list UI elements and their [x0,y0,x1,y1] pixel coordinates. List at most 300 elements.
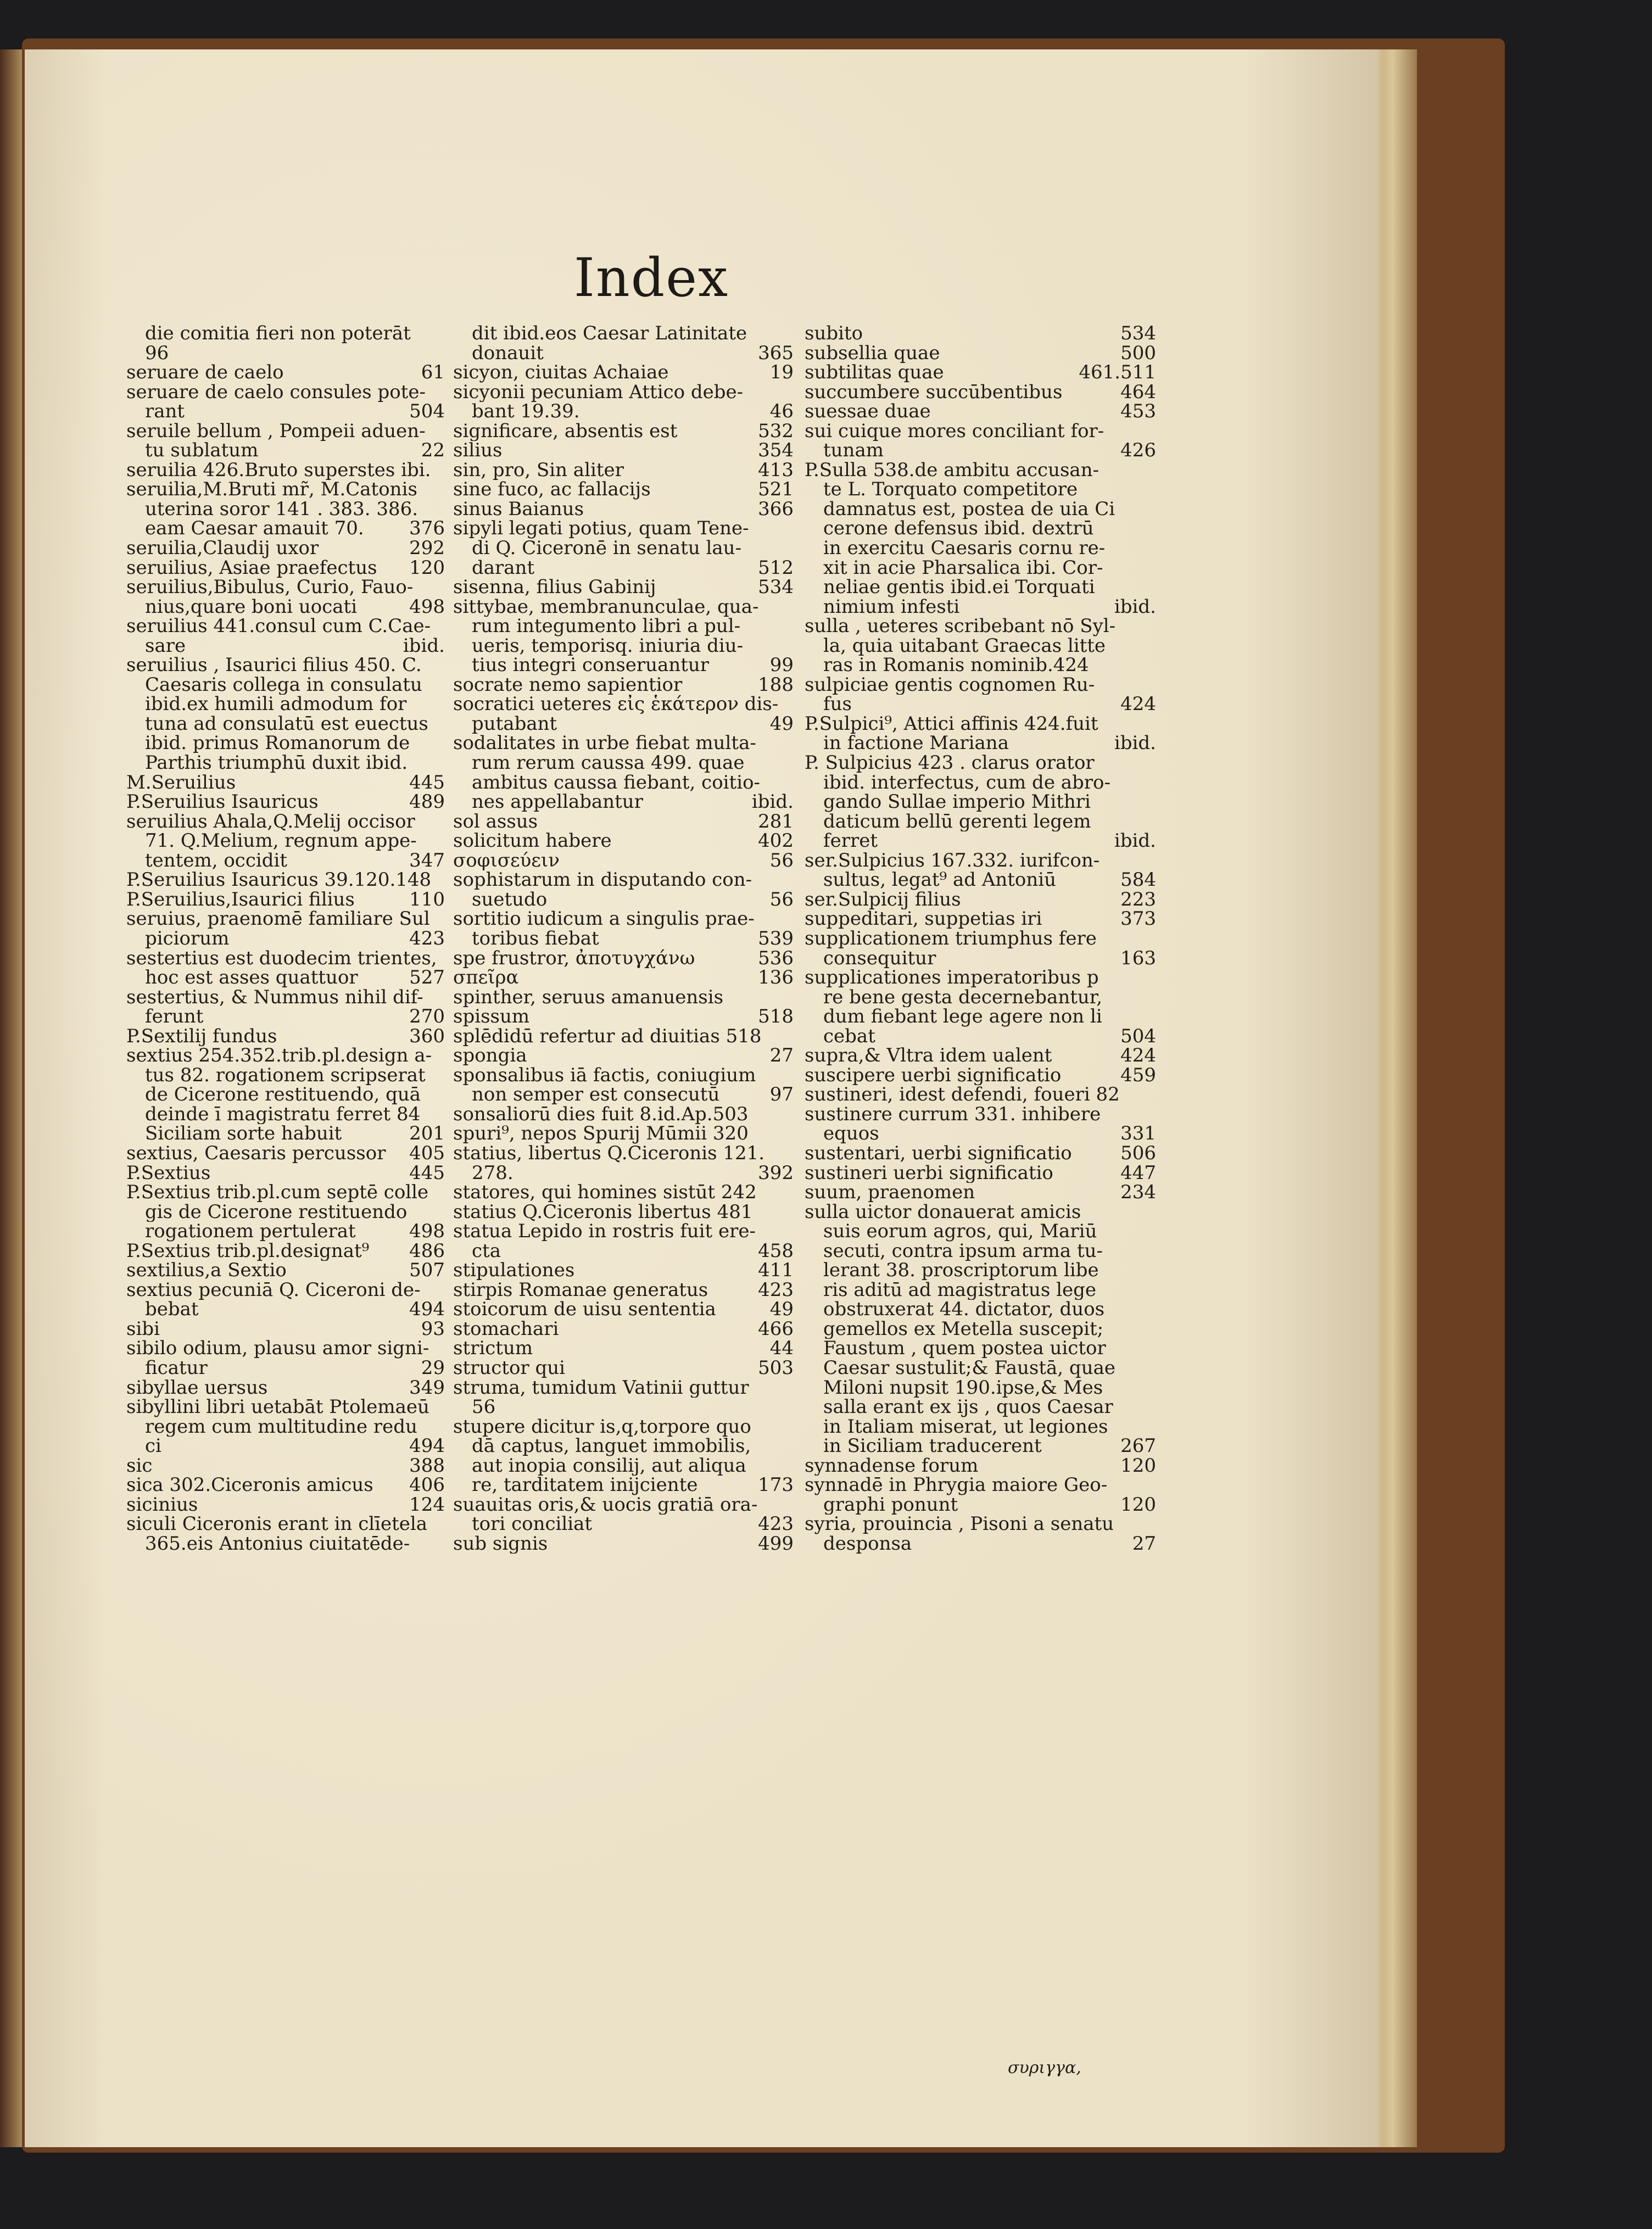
catchword: συριγγα, [1008,2058,1081,2077]
entry-text: lerant 38. proscriptorum libe [823,1261,1099,1281]
entry-text: supplicationes imperatoribus p [805,968,1099,988]
entry-page-number: 22 [421,441,445,461]
index-entry-line [126,1046,445,1066]
entry-text: sestertius, & Nummus nihil dif- [126,987,423,1008]
index-entry-line [453,909,794,929]
entry-page-number: 136 [758,968,794,988]
index-entry-line [126,578,445,597]
entry-text: 71. Q.Melium, regnum appe- [145,831,417,851]
entry-text: sisenna, filius Gabinij [453,578,656,597]
index-entry-line [805,968,1156,988]
index-entry-line [126,1515,445,1534]
index-entry-line [805,949,1156,969]
entry-page-number: 292 [409,539,445,558]
entry-text: sub signis [453,1534,548,1554]
index-entry-line [805,1476,1156,1495]
index-entry-line [126,870,445,890]
index-entry-line [126,1027,445,1047]
entry-page-number: 270 [409,1007,445,1027]
index-entry-line [126,1066,445,1086]
index-entry-line [126,1300,445,1320]
index-entry-line [126,1281,445,1300]
entry-text: sibyllini libri uetabāt Ptolemaeū [126,1398,429,1417]
index-entry-line [805,988,1156,1008]
entry-text: eam Caesar amauit 70. [145,519,364,539]
entry-text: sulla , ueteres scribebant nō Syl- [805,617,1116,636]
index-entry-line [126,929,445,949]
index-entry-line [805,422,1156,442]
entry-text: ci [145,1437,161,1456]
entry-text: deinde ī magistratu ferret 84 [145,1104,421,1125]
entry-text: bebat [145,1300,199,1320]
index-entry-line [805,597,1156,617]
entry-page-number: 201 [409,1124,445,1144]
index-entry-line [453,383,794,403]
entry-text: significare, absentis est [453,421,678,442]
entry-text: suum, praenomen [805,1183,975,1203]
entry-text: suppeditari, suppetias iri [805,909,1042,929]
index-entry-line [453,324,794,344]
entry-text: synnadē in Phrygia maiore Geo- [805,1476,1108,1495]
entry-page-number: 424 [1120,695,1156,714]
entry-page-number: 539 [758,929,794,949]
index-entry-line [126,949,445,969]
entry-text: statores, qui homines sistūt 242 [453,1183,757,1203]
entry-page-number: 461.511 [1079,363,1156,383]
entry-text: P.Sulla 538.de ambitu accusan- [805,460,1100,481]
entry-text: damnatus est, postea de uia Ci [823,499,1115,519]
entry-page-number: 486 [409,1241,445,1261]
index-entry-line [126,558,445,578]
index-entry-line [126,656,445,675]
entry-page-number: 376 [409,519,445,539]
index-entry-line [453,792,794,812]
entry-text: suetudo [472,890,548,910]
index-entry-line [453,734,794,753]
entry-text: ris aditū ad magistratus lege [823,1280,1096,1300]
index-entry-line [126,773,445,793]
entry-page-number: 223 [1120,890,1156,910]
entry-text: gis de Cicerone restituendo [145,1202,408,1222]
entry-text: equos [823,1124,879,1144]
index-entry-line [453,988,794,1008]
entry-page-number: 120 [1120,1456,1156,1476]
index-entry-line [805,617,1156,636]
entry-text: sodalitates in urbe fiebat multa- [453,734,756,754]
index-entry-line [453,1183,794,1203]
entry-text: sica 302.Ciceronis amicus [126,1476,373,1495]
entry-text: cerone defensus ibid. dextrū [823,519,1094,539]
entry-page-number: 464 [1120,382,1156,403]
index-entry-line [126,1339,445,1359]
index-entry-line [805,461,1156,481]
index-entry-line [453,636,794,656]
entry-text: stirpis Romanae generatus [453,1280,708,1300]
entry-text: dit ibid.eos Caesar Latinitate [472,324,747,344]
index-entry-line [453,578,794,597]
entry-page-number: 27 [769,1046,794,1066]
entry-page-number: 494 [409,1437,445,1456]
entry-text: P.Seruilius,Isaurici filius [126,890,355,910]
entry-page-number: 365 [758,343,794,364]
entry-text: darant [472,558,535,578]
entry-text: struma, tumidum Vatinii guttur [453,1378,749,1398]
entry-text: stoicorum de uisu sententia [453,1300,716,1320]
entry-text: seruilia 426.Bruto superstes ibi. [126,460,431,481]
entry-page-number: 347 [409,851,445,871]
index-entry-line [126,422,445,442]
index-entry-line [126,1476,445,1495]
index-entry-line [805,1144,1156,1164]
entry-text: sine fuco, ac fallacijs [453,480,651,500]
entry-page-number: 366 [758,499,794,519]
index-entry-line [453,539,794,558]
index-entry-line [126,734,445,753]
index-entry-line [453,1300,794,1320]
index-entry-line [126,1105,445,1125]
entry-text: ibid. interfectus, cum de abro- [823,773,1110,793]
index-entry-line [126,792,445,812]
entry-text: tentem, occidit [145,851,288,871]
index-entry-line [126,1144,445,1164]
entry-page-number: 466 [758,1319,794,1339]
index-entry-line [453,1456,794,1476]
entry-text: dā captus, languet immobilis, [472,1437,751,1456]
index-entry-line [126,461,445,481]
entry-text: daticum bellū gerenti legem [823,812,1091,832]
entry-text: sol assus [453,812,538,832]
entry-text: tus 82. rogationem scripserat [145,1065,426,1086]
index-entry-line [453,500,794,519]
index-entry-line [805,1456,1156,1476]
entry-page-number: 494 [409,1300,445,1320]
entry-page-number: 504 [1120,1026,1156,1047]
entry-text: gando Sullae imperio Mithri [823,792,1091,812]
entry-page-number: 402 [758,831,794,851]
entry-text: sestertius est duodecim trientes, [126,948,437,969]
index-entry-line [126,1242,445,1261]
entry-text: seruilia,Claudij uxor [126,539,319,558]
entry-text: 365.eis Antonius ciuitatēde- [145,1534,410,1554]
index-entry-line [805,773,1156,793]
entry-text: re bene gesta decernebantur, [823,987,1103,1008]
entry-text: sibyllae uersus [126,1378,268,1398]
index-entry-line [805,734,1156,753]
entry-page-number: 584 [1120,870,1156,890]
index-entry-line [805,1105,1156,1125]
entry-text: σπεῖρα [453,968,519,988]
entry-page-number: 61 [421,363,445,383]
entry-text: supra,& Vltra idem ualent [805,1046,1052,1066]
index-entry-line [453,480,794,500]
index-entry-line [453,461,794,481]
entry-text: rum rerum caussa 499. quae [472,753,745,773]
entry-text: seruilius , Isaurici filius 450. C. [126,656,422,675]
index-entry-line [805,909,1156,929]
entry-text: spissum [453,1007,530,1027]
entry-text: di Q. Ciceronē in senatu lau- [472,539,742,558]
entry-page-number: 405 [409,1143,445,1164]
entry-text: 278. [472,1163,514,1183]
index-entry-line [805,1339,1156,1359]
index-entry-line [126,519,445,539]
entry-text: stupere dicitur is,q,torpore quo [453,1417,751,1437]
index-entry-line [453,1359,794,1378]
entry-page-number: 19 [769,363,794,383]
index-entry-line [453,441,794,461]
entry-page-number: 445 [409,773,445,793]
entry-text: Miloni nupsit 190.ipse,& Mes [823,1378,1103,1398]
index-entry-line [453,1007,794,1027]
entry-page-number: 521 [758,480,794,500]
entry-text: rum integumento libri a pul- [472,617,741,636]
entry-text: piciorum [145,929,230,949]
entry-page-number: 99 [769,656,794,675]
entry-text: seruare de caelo [126,363,284,383]
index-entry-line [126,1495,445,1515]
entry-page-number: 49 [769,714,794,734]
entry-page-number: 503 [758,1358,794,1378]
index-entry-line [805,1261,1156,1281]
entry-text: sin, pro, Sin aliter [453,460,624,481]
entry-page-number: 458 [758,1241,794,1261]
entry-text: subito [805,324,863,344]
entry-page-number: 120 [409,558,445,578]
entry-text: sare [145,636,186,656]
entry-text: silius [453,441,503,461]
index-entry-line [126,1398,445,1417]
index-entry-line [126,1164,445,1183]
entry-text: ibid. primus Romanorum de [145,734,410,754]
entry-text: splēdidū refertur ad diuitias 518 [453,1026,762,1047]
index-entry-line [126,1085,445,1105]
index-entry-line [126,695,445,714]
entry-text: σοφισεύειν [453,851,560,871]
entry-page-number: 507 [409,1261,445,1281]
entry-text: structor qui [453,1358,566,1378]
index-entry-line [453,1339,794,1359]
entry-text: ibid.ex humili admodum for [145,695,407,714]
entry-text: supplicationem triumphus fere [805,929,1097,949]
entry-text: statius, libertus Q.Ciceronis 121. [453,1143,765,1164]
entry-page-number: 373 [1120,909,1156,929]
index-entry-line [453,597,794,617]
index-entry-line [453,870,794,890]
index-entry-line [126,1417,445,1437]
entry-page-number: 281 [758,812,794,832]
index-entry-line [453,949,794,969]
entry-text: seruilius Ahala,Q.Melij occisor [126,812,415,832]
index-entry-line [126,1359,445,1378]
index-entry-line [805,578,1156,597]
index-entry-line [126,909,445,929]
entry-text: in exercitu Caesaris cornu re- [823,539,1106,558]
entry-text: obstruxerat 44. dictator, duos [823,1300,1105,1320]
entry-page-number: 349 [409,1378,445,1398]
index-entry-line [805,519,1156,539]
entry-text: die comitia fieri non poterāt [145,324,411,344]
index-entry-line [126,675,445,695]
index-entry-line [805,890,1156,910]
index-entry-line [453,1105,794,1125]
entry-text: P. Sulpicius 423 . clarus orator [805,753,1095,773]
entry-page-number: 413 [758,460,794,481]
entry-page-number: 110 [409,890,445,910]
entry-text: synnadense forum [805,1456,979,1476]
index-entry-line [453,1261,794,1281]
entry-text: sustineri, idest defendi, foueri 82 [805,1085,1120,1105]
entry-page-number: 424 [1120,1046,1156,1066]
entry-text: spe frustror, ἀποτυγχάνω [453,948,695,969]
entry-text: seruilia,M.Bruti mr̃, M.Catonis [126,480,417,500]
entry-text: Caesaris collega in consulatu [145,675,422,695]
index-entry-line [453,675,794,695]
index-entry-line [805,870,1156,890]
entry-page-number: 499 [758,1534,794,1554]
index-page [25,49,1378,2147]
index-entry-line [805,656,1156,675]
entry-text: seruare de caelo consules pote- [126,382,426,403]
index-entry-line [126,988,445,1008]
entry-text: fus [823,695,852,714]
index-entry-line [126,636,445,656]
entry-page-number: 46 [769,402,794,422]
index-entry-line [453,344,794,364]
index-entry-line [805,441,1156,461]
entry-text: ueris, temporisq. iniuria diu- [472,636,744,656]
index-entry-line [805,675,1156,695]
index-entry-line [126,1320,445,1339]
entry-page-number: 267 [1120,1437,1156,1456]
entry-page-number: 506 [1120,1143,1156,1164]
index-entry-line [453,851,794,871]
entry-text: xit in acie Pharsalica ibi. Cor- [823,558,1103,578]
index-entry-line [453,1242,794,1261]
index-entry-line [805,929,1156,949]
entry-text: dum fiebant lege agere non li [823,1007,1102,1027]
entry-text: rant [145,402,185,422]
index-entry-line [126,1222,445,1242]
entry-page-number: 527 [409,968,445,988]
entry-text: neliae gentis ibid.ei Torquati [823,578,1095,597]
entry-page-number: 124 [409,1495,445,1515]
index-entry-line [805,695,1156,714]
index-entry-line [453,695,794,714]
entry-page-number: 49 [769,1300,794,1320]
index-entry-line [805,792,1156,812]
index-entry-line [805,1320,1156,1339]
index-entry-line [805,1222,1156,1242]
entry-page-number: 392 [758,1163,794,1183]
index-entry-line [805,324,1156,344]
index-entry-line [805,1124,1156,1144]
entry-text: salla erant ex ijs , quos Caesar [823,1398,1113,1417]
index-entry-line [805,1359,1156,1378]
index-entry-line [805,500,1156,519]
entry-text: in factione Mariana [823,734,1009,754]
index-entry-line [453,519,794,539]
index-entry-line [453,1203,794,1222]
entry-page-number: 388 [409,1456,445,1476]
index-entry-line [805,402,1156,422]
entry-text: sultus, legat⁹ ad Antoniū [823,870,1057,890]
entry-page-number: 331 [1120,1124,1156,1144]
index-entry-line [126,597,445,617]
entry-text: sulla uictor donauerat amicis [805,1202,1081,1222]
index-entry-line [805,1515,1156,1534]
entry-text: seruilius 441.consul cum C.Cae- [126,617,431,636]
index-entry-line [805,539,1156,558]
index-entry-line [126,831,445,851]
entry-text: strictum [453,1339,533,1359]
entry-text: sibilo odium, plausu amor signi- [126,1339,429,1359]
entry-text: succumbere succūbentibus [805,382,1063,403]
index-entry-line [126,1261,445,1281]
entry-text: uterina soror 141 . 383. 386. [145,499,418,519]
entry-text: sextilius,a Sextio [126,1261,287,1281]
entry-text: toribus fiebat [472,929,599,949]
index-entry-line [126,617,445,636]
entry-text: sicyonii pecuniam Attico debe- [453,382,744,403]
entry-text: sicyon, ciuitas Achaiae [453,363,669,383]
entry-page-number: 534 [1120,324,1156,344]
entry-page-number: 44 [769,1339,794,1359]
index-entry-line [126,363,445,383]
entry-text: de Cicerone restituendo, quā [145,1085,421,1105]
index-entry-line [805,851,1156,871]
index-entry-line [805,812,1156,832]
index-entry-line [126,812,445,832]
index-entry-line [805,714,1156,734]
entry-text: seruile bellum , Pompeii aduen- [126,421,426,442]
entry-text: nius,quare boni uocati [145,597,358,617]
index-entry-line [126,324,445,344]
entry-text: tori conciliat [472,1515,593,1534]
entry-text: re, tarditatem inijciente [472,1476,698,1495]
index-entry-line [805,1242,1156,1261]
entry-text: P.Sextilij fundus [126,1026,277,1047]
entry-text: statius Q.Ciceronis libertus 481 [453,1202,753,1222]
index-entry-line [453,890,794,910]
entry-text: siculi Ciceronis erant in clīetela [126,1515,428,1534]
entry-text: nimium infesti [823,597,960,617]
entry-text: sicinius [126,1495,198,1515]
entry-text: P.Sextius trib.pl.designat⁹ [126,1241,370,1261]
index-entry-line [453,1417,794,1437]
entry-page-number: 120 [1120,1495,1156,1515]
page-heading: Index [574,247,729,309]
entry-page-number: 445 [409,1163,445,1183]
index-entry-line [453,1027,794,1047]
index-entry-line [805,1066,1156,1086]
index-entry-line [453,1437,794,1456]
entry-text: sittybae, membranunculae, qua- [453,597,759,617]
index-entry-line [126,441,445,461]
index-entry-line [805,558,1156,578]
index-entry-line [805,831,1156,851]
index-entry-line [453,1398,794,1417]
entry-page-number: 423 [758,1515,794,1534]
entry-page-number: 512 [758,558,794,578]
entry-text: sic [126,1456,153,1476]
index-entry-line [126,1124,445,1144]
entry-page-number: 536 [758,948,794,969]
index-entry-line [453,617,794,636]
entry-text: te L. Torquato competitore [823,480,1078,500]
entry-text: ser.Sulpicius 167.332. iurifcon- [805,851,1100,871]
entry-text: spuri⁹, nepos Spurij Mūmii 320 [453,1124,749,1144]
left-page-edge [0,49,25,2147]
